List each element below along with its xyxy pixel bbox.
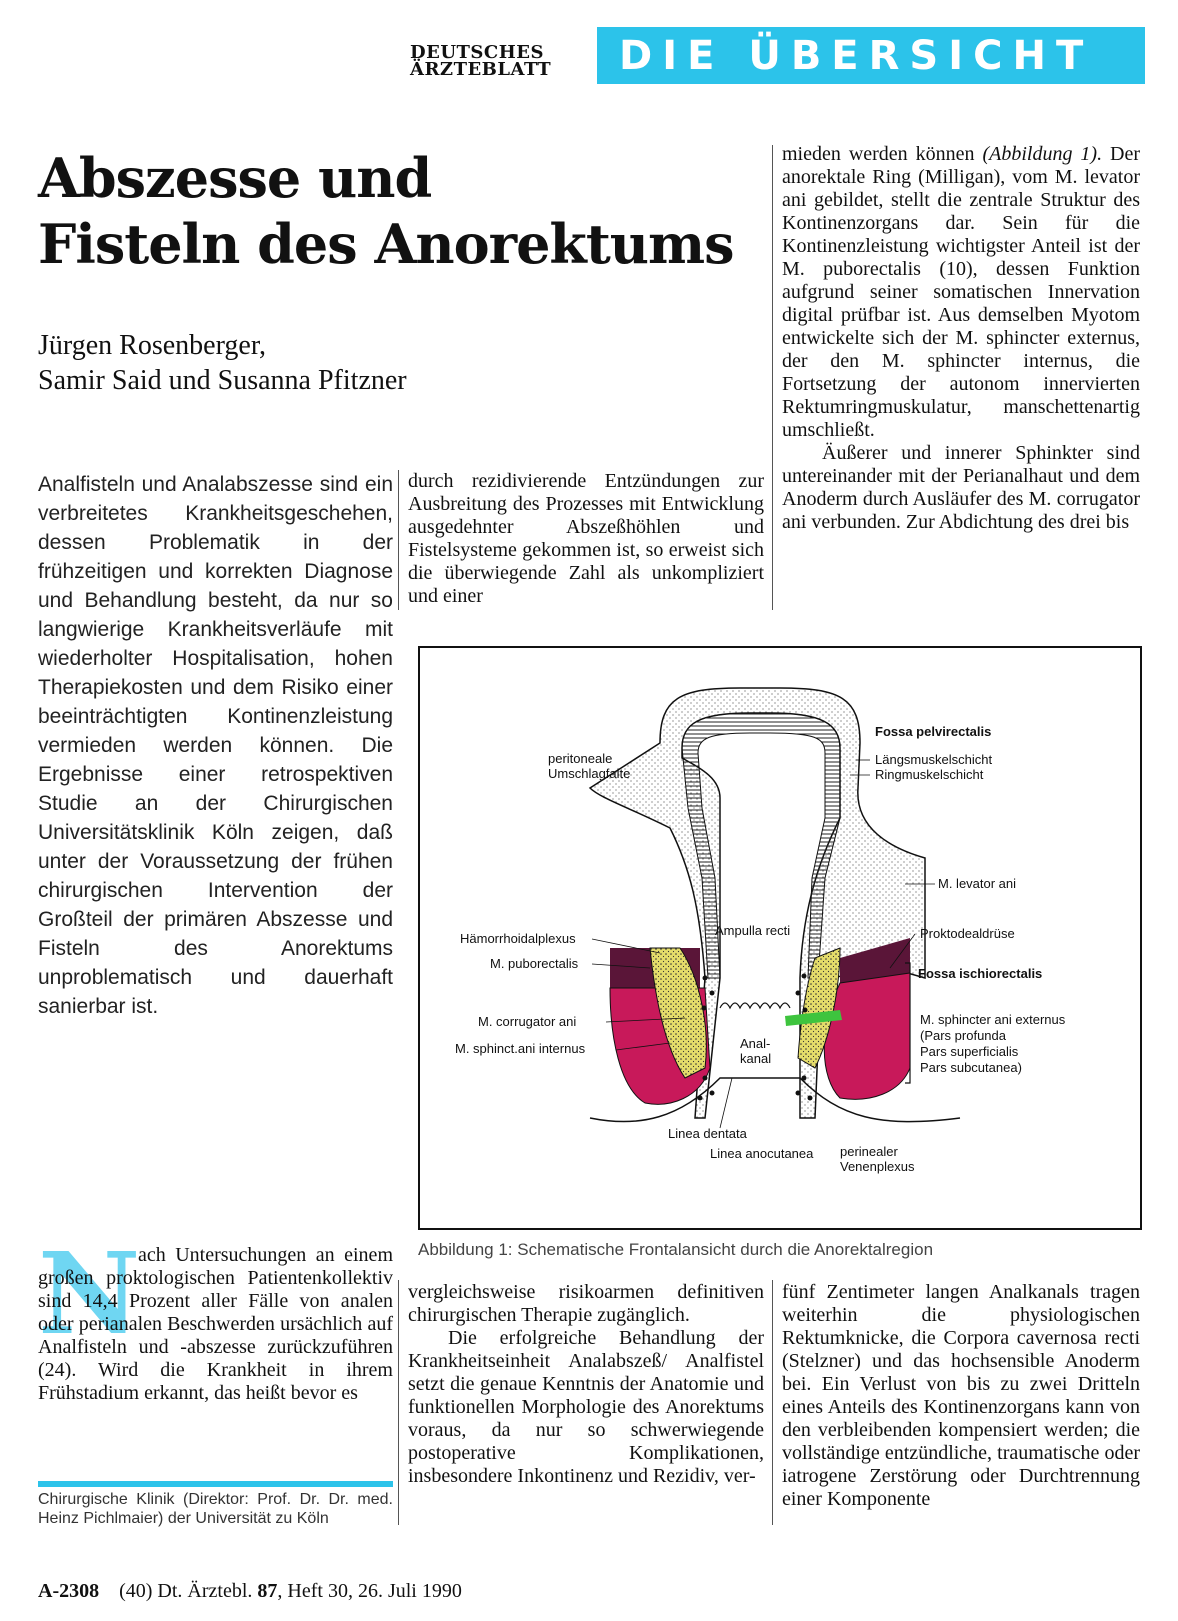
label-anal-2: kanal [740, 1051, 772, 1066]
body-col2-bottom [408, 1281, 764, 1488]
label-pars-subcutanea: Pars subcutanea) [920, 1060, 1022, 1075]
label-laengsmuskel: Längsmuskelschicht [875, 752, 993, 767]
issue-suffix: , Heft 30, 26. Juli 1990 [277, 1580, 462, 1602]
body-col3-bottom: fünf Zentimeter langen Analkanals tragen weiterhin die physiologischen Rektumknicke, die Corpora cavernosa recti (Stelzner) und das hochsensible Anoderm bei. Ein Verlust von bis zu zwei Dritteln eines Anteils des Kontinenzorgans kann von den verbleibenden kompensiert werden; die vollständige entzündliche, traumatische oder iatrogene Zerstörung oder Durchtrennung einer Komponente [782, 1281, 1140, 1510]
column-rule [772, 145, 773, 610]
anorectal-diagram [420, 648, 1140, 1228]
label-perinealer-1: perinealer [840, 1144, 898, 1159]
logo-line-2: ÄRZTEBLATT [410, 59, 552, 80]
body-col3-top [782, 143, 1140, 534]
section-title: DIE ÜBERSICHT [619, 33, 1094, 79]
title-line-1: Abszesse und [38, 146, 432, 210]
label-perinealer-2: Venenplexus [840, 1159, 915, 1174]
volume: 87 [257, 1580, 278, 1602]
label-haemorrhoidal: Hämorrhoidalplexus [460, 931, 576, 946]
label-corrugator: M. corrugator ani [478, 1014, 577, 1029]
page-number: A-2308 [38, 1580, 100, 1602]
label-proktodeal: Proktodealdrüse [920, 926, 1015, 941]
linea-dentata-wave [720, 1003, 790, 1008]
label-linea-anocutanea: Linea anocutanea [710, 1146, 814, 1161]
label-peritoneale-2: Umschlagfalte [548, 766, 631, 781]
label-levator: M. levator ani [938, 876, 1017, 891]
affiliation-rule [38, 1481, 393, 1487]
label-pars-superficialis: Pars superficialis [920, 1044, 1019, 1059]
column-rule [398, 1280, 399, 1525]
author-affiliation: Chirurgische Klinik (Direktor: Prof. Dr. Dr. med. Heinz Pichlmaier) der Universität zu Köln [38, 1491, 393, 1527]
authors-line-2: Samir Said und Susanna Pfitzner [38, 365, 407, 396]
col3-text-c: Äußerer und innerer Sphinkter sind untereinander mit der Perianalhaut und dem Anoderm durch Ausläufer des M. corrugator ani verbunden. Zur Abdichtung des drei bis [782, 442, 1140, 533]
lead-paragraph: Analfisteln und Analabszesse sind ein verbreitetes Krankheitsgeschehen, dessen Problematik in der frühzeitigen und korrekten Diagnose und Behandlung besteht, da nur so langwierige Krankheitsverläufe mit wiederholter Hospitalisation, hohen Therapiekosten und dem Risiko einer beeinträchtigten Kontinenzleistung vermieden werden können. Die Ergebnisse einer retrospektiven Studie an der Chirurgischen Universitätsklinik Köln zeigen, daß unter der Voraussetzung der frühen chirurgischen Intervention der Großteil der primären Abszesse und Fisteln des Anorektums unproblematisch und dauerhaft sanierbar ist. [38, 473, 393, 1018]
body-col1-bottom: ach Untersuchungen an einem großen proktologischen Patientenkollektiv sind 14,4 Prozent aller Fälle von analen oder perianalen Beschwerden ursächlich auf Analfisteln und -abszesse zurückzuführen (24). Wird die Krankheit in ihrem Frühstadium erkannt, das heißt bevor es [38, 1244, 393, 1404]
column-rule [398, 470, 399, 610]
label-puborectalis: M. puborectalis [490, 956, 579, 971]
figure-caption: Abbildung 1: Schematische Frontalansicht durch die Anorektalregion [418, 1240, 934, 1259]
figure-reference[interactable]: (Abbildung 1). [982, 143, 1103, 165]
article-title [38, 145, 778, 277]
logo-line-1: DEUTSCHES [410, 42, 544, 63]
page-footer [38, 1580, 738, 1603]
label-linea-dentata: Linea dentata [668, 1126, 747, 1141]
label-sphincter-ext: M. sphincter ani externus [920, 1012, 1066, 1027]
title-line-2: Fisteln des Anorektums [38, 212, 734, 276]
label-ringmuskel: Ringmuskelschicht [875, 767, 984, 782]
col3-text-b: Der anorektale Ring (Milligan), vom M. levator ani gebildet, stellt die zentrale Struktur des Kontinenzorgans dar. Sein für die Kontinenzleistung wichtigster Anteil ist der M. puborectalis (10), dessen Funktion aufgrund seiner somatischen Innervation digital prüfbar ist. Aus demselben Myotom entwickelte sich der M. sphincter externus, der den M. sphincter internus, die Fortsetzung der autonom innervierten Rektumringmuskulatur, manschettenartig umschließt. [782, 143, 1141, 441]
column-rule [772, 1280, 773, 1525]
journal-logo [410, 44, 582, 78]
col2-bottom-a: vergleichsweise risikoarmen definitiven chirurgischen Therapie zugänglich. [408, 1281, 764, 1326]
authors-line-1: Jürgen Rosenberger, [38, 330, 267, 361]
authors [38, 328, 538, 398]
label-pars-profunda: (Pars profunda [920, 1028, 1006, 1043]
rectal-wall [682, 713, 840, 978]
label-sphinct-int: M. sphinct.ani internus [455, 1041, 586, 1056]
body-col2-top: durch rezidivierende Entzündungen zur Ausbreitung des Prozesses mit Entwicklung ausgedehnter Abszeßhöhlen und Fistelsysteme gekommen ist, so erweist sich die überwiegende Zahl als unkompliziert und einer [408, 470, 764, 607]
dropcap: N [38, 1229, 141, 1360]
section-banner [597, 27, 1145, 84]
label-ampulla: Ampulla recti [715, 923, 791, 938]
col2-bottom-b: Die erfolgreiche Behandlung der Krankheitseinheit Analabszeß/ Analfistel setzt die genaue Kenntnis der Anatomie und funktionellen Morphologie des Anorektums voraus, da nur so schwerwiegende postoperative Komplikationen, insbesondere Inkontinenz und Rezidiv, ver- [408, 1327, 764, 1487]
issue-prefix: (40) Dt. Ärztebl. [119, 1580, 253, 1602]
col3-text-a: mieden werden können [782, 143, 975, 165]
label-peritoneale-1: peritoneale [548, 751, 613, 766]
figure-anorectal [418, 646, 1142, 1230]
label-fossa-pelvirectalis: Fossa pelvirectalis [875, 724, 992, 739]
label-anal-1: Anal- [740, 1036, 771, 1051]
label-fossa-ischiorectalis: Fossa ischiorectalis [918, 966, 1043, 981]
